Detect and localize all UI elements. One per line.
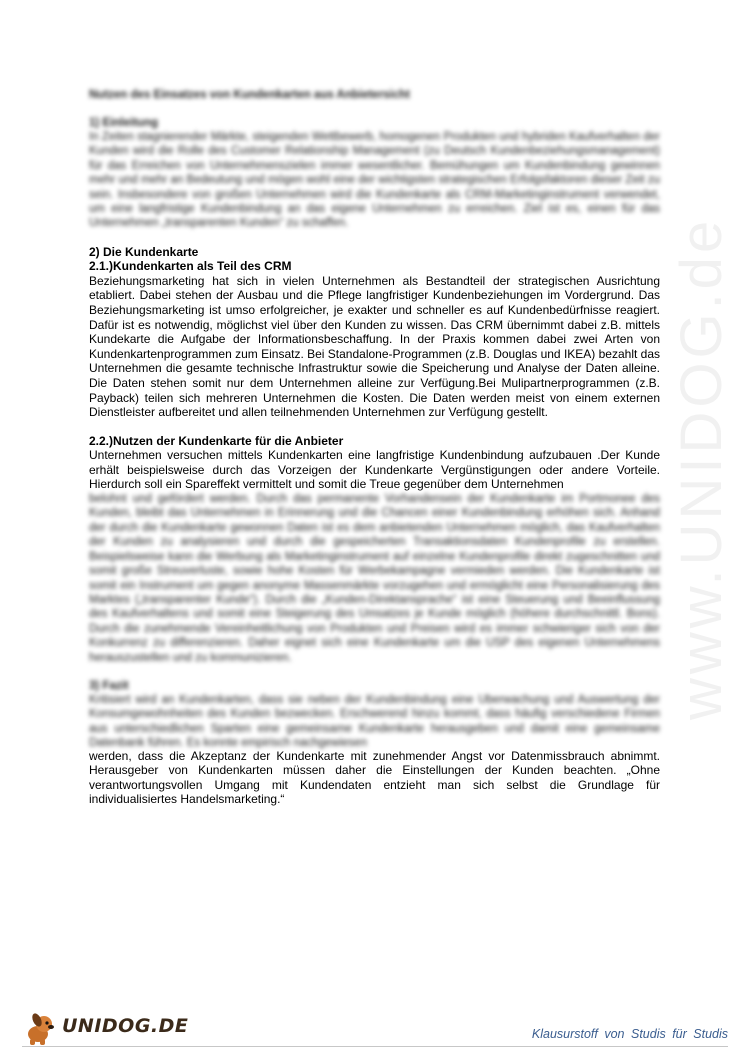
section22-heading: 2.2.)Nutzen der Kundenkarte für die Anbieter — [89, 433, 344, 448]
watermark: www.UNIDOG.de — [669, 216, 734, 720]
document-title: Nutzen des Einsatzes von Kundenkarten aus Anbietersicht — [89, 89, 411, 101]
section21-paragraph: Beziehungsmarketing hat sich in vielen Unternehmen als Bestandteil der strategischen Ausrichtung etabliert. Dabei stehen der Ausbau und die Pflege langfristiger Kundenbeziehungen im Vordergrund. Das Beziehungsmarketing ist umso erfolgreicher, je exakter und schneller es auf Kundenbedürfnisse reagiert. Dafür ist es notwendig, möglichst viel über den Kunden zu wissen. Das CRM übernimmt dabei z.B. mittels Kundekarte die Aufgabe der Informationsbeschaffung. In der Praxis kommen dabei zwei Arten von Kundenkartenprogrammen zum Einsatz. Bei Standalone-Programmen (z.B. Douglas und IKEA) bezahlt das Unternehmen die gesamte technische Infrastruktur sowie die Speicherung und Analyse der Daten alleine. Die Daten stehen somit nur dem Unternehmen alleine zur Verfügung.Bei Mulipartnerprogrammen (z.B. Payback) teilen sich mehreren Unternehmen die Kosten. Die Daten werden meist von einem externen Dienstleister aufbereitet und allen teilnehmenden Unternehmen zur Verfügung gestellt. — [89, 273, 660, 420]
footer-divider — [22, 1046, 728, 1047]
dog-mascot-icon — [22, 1012, 60, 1046]
document-body — [89, 88, 660, 807]
fazit-paragraph-visible: werden, dass die Akzeptanz der Kundenkarte mit zunehmender Angst vor Datenmissbrauch abnimmt. Herausgeber von Kundenkarten müssen daher die Einstellungen der Kunden beachten. „Ohne verantwortungsvollen Umgang mit Kundendaten entzieht man sich selbst die Grundlage für individualisiertes Handelsmarketing.“ — [89, 748, 660, 807]
section21-heading: 2.1.)Kundenkarten als Teil des CRM — [89, 259, 292, 274]
intro-paragraph: In Zeiten stagnierender Märkte, steigenden Wettbewerb, homogenen Produkten und hybriden Kaufverhalten der Kunden wird die Rolle des Customer Relationship Management (zu Deutsch Kundenbeziehungsmanagement) für das Erreichen von Unternehmenszielen immer wesentlicher. Bemühungen um Kundenbindung gewinnen mehr und mehr an Bedeutung und mögen wohl eine der wichtigsten strategischen Erfolgsfaktoren dieser Zeit zu sein. Insbesondere von großen Unternehmen wird die Kundenkarte als CRM-Marketinginstrument verwendet, um eine langfristige Kundenbindung an das eigene Unternehmen zu erreichen. Ziel ist es, einen für das Unternehmen „transparenten Kunden“ zu schaffen. — [89, 131, 660, 230]
logo-text: UNIDOG.DE — [62, 1015, 189, 1037]
footer-tagline: Klausurstoff von Studis für Studis — [531, 1027, 728, 1041]
section2-heading: 2) Die Kundenkarte — [89, 244, 199, 259]
unidog-logo[interactable] — [22, 1012, 189, 1046]
section22-paragraph-blurred: belohnt und gefördert werden. Durch das permanente Vorhandensein der Kundenkarte im Portmonee des Kunden, bleibt das Unternehmen in Erinnerung und die Chancen einer Kundenbindung erhöhen sich. Anhand der durch die Kundenkarte gewonnen Daten ist es dem anbietenden Unternehmen möglich, das Kaufverhalten der Kunden zu analysieren und durch die gespeicherten Transaktionsdaten Kundenprofile zu erstellen. Beispielsweise kann die Werbung als Marketinginstrument auf einzelne Kundenprofile direkt zugeschnitten und somit große Streuverluste, sowie hohe Kosten für Werbekampagne vermieden werden. Die Kundenkarte ist somit ein Instrument um gegen anonyme Massenmärkte vorzugehen und ermöglicht eine Personalisierung des Marktes („transparenter Kunde“). Durch die „Kunden-Direktansprache“ ist eine Steuerung und Beeinflussung des Kaufverhaltens und somit eine Steigerung des Umsatzes je Kunde möglich (höhere durchschnittl. Bons). Durch die zunehmende Vereinheitlichung von Produkten und Preisen wird es immer schwieriger sich von der Konkurrenz zu differenzieren. Daher eignet sich eine Kundenkarte um die USP des eigenen Unternehmens herauszustellen und zu kommunizieren. — [89, 493, 660, 664]
section-2 — [89, 245, 660, 492]
fazit-heading: 3) Fazit — [89, 679, 129, 692]
intro-heading: 1) Einleitung — [89, 117, 158, 129]
section22-paragraph-visible: Unternehmen versuchen mittels Kundenkarten eine langfristige Kundenbindung aufzubauen .Der Kunde erhält beispielsweise durch das Vorzeigen der Kundenkarte Vergünstigungen oder andere Vorteile. Hierdurch soll ein Spareffekt vermittelt und somit die Treue gegenüber dem Unternehmen — [89, 448, 660, 492]
fazit-paragraph-blurred: Kritisiert wird an Kundenkarten, dass sie neben der Kundenbindung eine Überwachung und Auswertung der Konsumgewohnheiten des Kunden bezwecken. Erschwerend hinzu kommt, dass häufig verschiedene Firmen aus unterschiedlichen Sparten eine gemeinsame Kundenkarte herausgeben und damit eine gemeinsame Datenbank führen. Es konnte empirisch nachgewiesen — [89, 693, 660, 750]
